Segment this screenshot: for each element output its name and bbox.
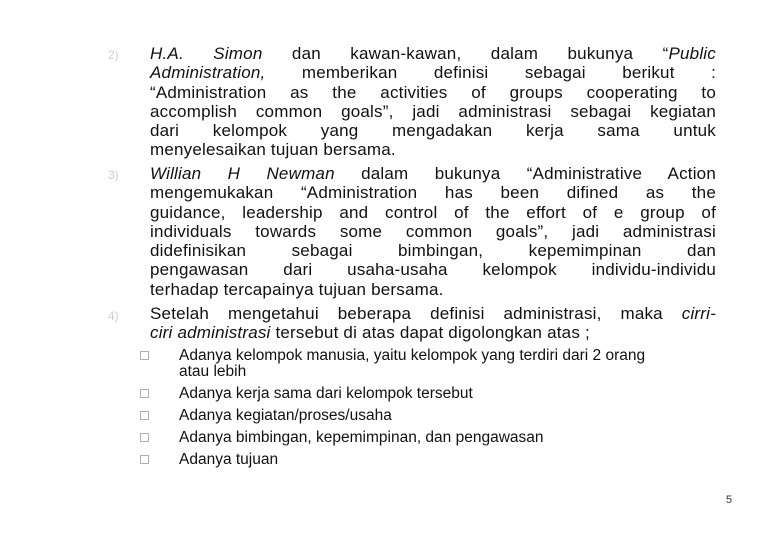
text-run: mengemukakan “Administration has been difined as the [150,183,716,203]
text-run: “Administration as the activities of groups cooperating to [150,82,716,102]
bullet-text: Adanya kegiatan/proses/usaha [179,407,392,424]
text-run: tersebut di atas dapat digolongkan atas ; [270,323,590,343]
text-run: guidance, leadership and control of the effort of e group of [150,202,716,222]
checkbox-bullet-icon [140,411,149,420]
bullet-text: Adanya kelompok manusia, yaitu kelompok yang terdiri dari 2 orang [179,347,646,364]
italic-text: Public [668,44,716,63]
paragraph-line [150,323,716,342]
bullet-text: Adanya bimbingan, kepemimpinan, dan pengawasan [179,429,544,446]
italic-text: cirri- [681,304,716,323]
item-number-3: 3) [108,168,119,182]
paragraph-line [150,44,716,63]
bullet-text: atau lebih [179,363,247,380]
text-run: accomplish common goals”, jadi administrasi sebagai kegiatan [150,101,716,121]
paragraph-line [150,121,716,140]
italic-text: Willian H Newman [150,164,335,183]
checkbox-bullet-icon [140,351,149,360]
bullet-text: Adanya kerja sama dari kelompok tersebut [179,385,473,402]
paragraph-line [150,241,716,260]
paragraph-line [150,260,716,279]
text-run: menyelesaikan tujuan bersama. [150,140,396,160]
paragraph-line [150,203,716,222]
paragraph-line [150,304,716,323]
text-run: dari kelompok yang mengadakan kerja sama untuk [150,121,716,141]
text-run: didefinisikan sebagai bimbingan, kepemimpinan dan [150,241,716,261]
paragraph-line [150,222,716,241]
text-run: memberikan definisi sebagai berikut : [265,63,716,83]
italic-text: ciri administrasi [150,323,271,343]
italic-text: Administration, [150,63,266,83]
paragraph-simon-definition [150,44,716,160]
text-run: Setelah mengetahui beberapa definisi administrasi, maka [150,304,682,323]
paragraph-newman-definition [150,164,716,299]
paragraph-line [150,83,716,102]
paragraph-line [150,63,716,82]
item-number-4: 4) [108,309,119,323]
italic-text: H.A. Simon [150,44,263,63]
text-run: terhadap tercapainya tujuan bersama. [150,279,444,299]
bullet-text: Adanya tujuan [179,451,279,468]
paragraph-line [150,102,716,121]
checkbox-bullet-icon [140,389,149,398]
text-run: dalam bukunya “Administrative Action [334,164,716,183]
paragraph-line [150,140,716,159]
page-number: 5 [726,494,733,506]
checkbox-bullet-icon [140,433,149,442]
item-number-2: 2) [108,48,119,62]
checkbox-bullet-icon [140,455,149,464]
text-run: dan kawan-kawan, dalam bukunya “ [262,44,669,63]
text-run: pengawasan dari usaha-usaha kelompok individu-individu [150,260,716,280]
text-run: individuals towards some common goals”, jadi administrasi [150,221,716,241]
paragraph-administration-characteristics [150,304,716,343]
paragraph-line [150,164,716,183]
paragraph-line [150,183,716,202]
paragraph-line [150,280,716,299]
